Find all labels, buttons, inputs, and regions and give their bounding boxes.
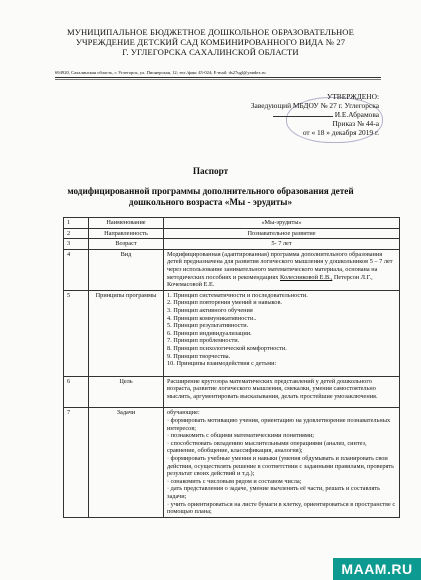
table-row <box>64 290 400 376</box>
spacer <box>167 368 396 375</box>
list-item: · способствовать овладению мыслительными операциями (анализ, синтез, сравнение, обобщение, классификация, аналогия); <box>167 439 367 455</box>
row-label: Возраст <box>89 239 164 250</box>
list-item: 9. Принцип творчества. <box>167 352 231 360</box>
principles-list <box>164 290 400 376</box>
list-item: 5. Принцип результативности. <box>167 322 249 330</box>
institution-name-line-1: МУНИЦИПАЛЬНОЕ БЮДЖЕТНОЕ ДОШКОЛЬНОЕ ОБРАЗОВАТЕЛЬНОЕ <box>67 27 354 37</box>
table-row <box>64 228 400 239</box>
program-type-text: Модифицированная (адаптированная) программа дополнительного образования детей предназначена для развития логического мышления у дошкольников 5 – 7 лет через использование занимательного математического материала, основана на методических пособиях и рекомендациях <box>167 250 393 281</box>
list-item: · познакомить с общими математическими понятиями; <box>167 432 315 440</box>
list-item: · учить ориентироваться на листе бумаги в клетку, ориентироваться в пространстве с помощью плана; <box>167 500 396 516</box>
row-label: Направленность <box>89 228 164 239</box>
approval-signer: И.Е.Абрамова <box>334 110 379 119</box>
tasks-intro: обучающие: <box>167 409 200 417</box>
program-authors: Колесниковой Е.В., <box>280 273 333 281</box>
row-label: Задачи <box>89 408 164 517</box>
table-row <box>64 249 400 290</box>
program-authors-tail: Петерсон Л.Г., Кочемасовой Е.Е. <box>167 273 373 289</box>
row-label: Наименование <box>89 218 164 229</box>
approval-date: от « 18 » декабря 2019 г. <box>302 128 379 137</box>
row-number: 7 <box>64 408 89 517</box>
goal-text: Расширение кругозора математических представлений у детей дошкольного возраста, развитие логического мышления, смекалки, умения самостоятельно мыслить, аргументировать высказывания, делать простейшие умозаключения. <box>167 377 378 400</box>
row-number: 3 <box>64 239 89 250</box>
institution-address: 694920, Сахалинская область, г. Углегорск, ул. Пионерская, 12; тел./факс 45-024; E-mail: ds27ugl@yandex.ru <box>55 70 266 75</box>
table-row <box>64 376 400 408</box>
list-item: 1. Принцип систематичности и последовательности. <box>167 291 308 299</box>
list-item: 10. Принципы взаимодействия с детьми: <box>167 360 277 368</box>
approval-order: Приказ № 44-а <box>332 119 379 128</box>
approval-heading: УТВЕРЖДЕНО: <box>327 92 379 101</box>
institution-name-line-3: Г. УГЛЕГОРСКА САХАЛИНСКОЙ ОБЛАСТИ <box>122 47 299 57</box>
list-item: 8. Принцип психологической комфортности. <box>167 344 287 352</box>
approval-signature <box>273 110 379 119</box>
list-item: 7. Принцип проблемности. <box>167 337 240 345</box>
list-item: · ознакомить с числовым рядом и составом числа; <box>167 477 302 485</box>
approval-position: Заведующий МБДОУ № 27 г. Углегорска <box>250 101 379 110</box>
table-row <box>64 239 400 250</box>
row-label: Цель <box>89 376 164 408</box>
header-divider-thin <box>55 79 381 80</box>
site-watermark: MAAM.RU <box>333 558 421 580</box>
signature-line <box>273 116 333 117</box>
document-subtitle-line-2: дошкольного возраста «Мы - эрудиты» <box>128 197 293 207</box>
row-value: Познавательное развитие <box>164 228 400 239</box>
list-item: · формировать учебные умения и навыки (умения обдумывать и планировать свои действия, осуществлять решение в соответствии с заданными правилами, проверять результат своих действий и т.д.); <box>167 455 395 478</box>
document-subtitle-line-1: модифицированной программы дополнительного образования детей <box>67 186 354 196</box>
list-item: 4. Принцип коммуникативности.. <box>167 314 257 322</box>
spacer <box>167 400 396 406</box>
row-number: 6 <box>64 376 89 408</box>
row-number: 4 <box>64 249 89 290</box>
institution-name-line-2: УЧРЕЖДЕНИЕ ДЕТСКИЙ САД КОМБИНИРОВАННОГО ВИДА № 27 <box>75 37 346 47</box>
table-row <box>64 218 400 229</box>
row-value: 5- 7 лет <box>164 239 400 250</box>
tasks-list <box>164 408 400 517</box>
row-value <box>164 249 400 290</box>
row-number: 5 <box>64 290 89 376</box>
row-label: Принципы программы <box>89 290 164 376</box>
row-value <box>164 376 400 408</box>
header-divider <box>55 77 381 78</box>
list-item: 6. Принцип индивидуализации. <box>167 329 252 337</box>
list-item: · формировать мотивацию учения, ориентацию на удовлетворение познавательных интересов; <box>167 417 391 432</box>
list-item: · дать представления о задаче, умение вычленять её части, решать и составлять задачи; <box>167 485 381 500</box>
list-item: 3. Принцип активного обучения <box>167 306 253 314</box>
list-item: 2. Принцип повторения умений и навыков. <box>167 299 282 307</box>
document-title: Паспорт <box>192 166 229 176</box>
row-number: 1 <box>64 218 89 229</box>
table-row <box>64 408 400 517</box>
row-label: Вид <box>89 249 164 290</box>
row-value: «Мы-эрудиты» <box>164 218 400 229</box>
row-number: 2 <box>64 228 89 239</box>
passport-table <box>63 217 400 518</box>
